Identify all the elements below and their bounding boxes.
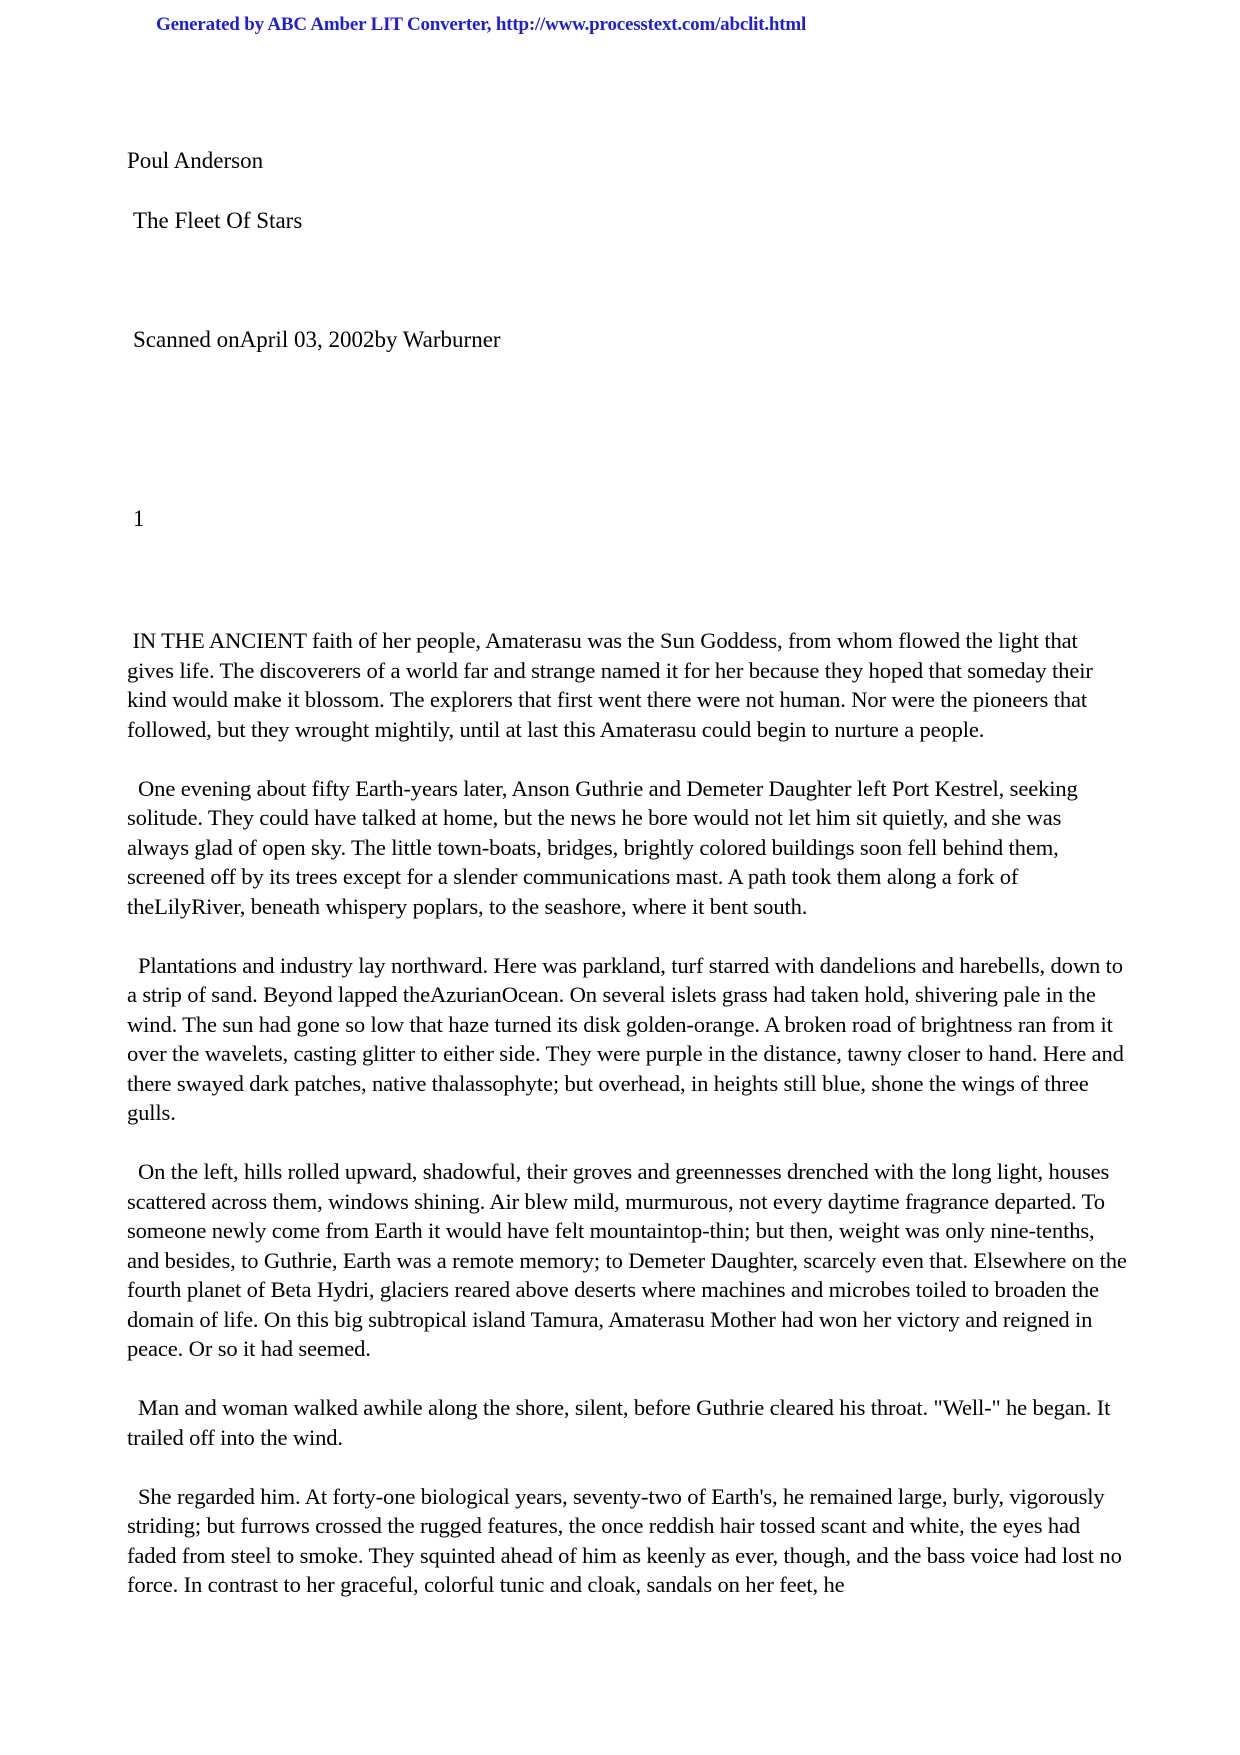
book-title: The Fleet Of Stars	[133, 208, 303, 233]
paragraph: Plantations and industry lay northward. Here was parkland, turf starred with dandelions and harebells, down to a strip of sand. Beyond lapped theAzurianOcean. On several islets grass had taken hold, shivering pale in the wind. The sun had gone so low that haze turned its disk golden-orange. A broken road of brightness ran from it over the wavelets, casting glitter to either side. They were purple in the distance, tawny closer to hand. Here and there swayed dark patches, native thalassophyte; but overhead, in heights still blue, shone the wings of three gulls.	[127, 952, 1130, 1125]
paragraph: One evening about fifty Earth-years later, Anson Guthrie and Demeter Daughter left Port Kestrel, seeking solitude. They could have talked at home, but the news he bore would not let him sit quietly, and she was always glad of open sky. The little town-boats, bridges, brightly colored buildings soon fell behind them, screened off by its trees except for a slender communications mast. A path took them along a fork of theLilyRiver, beneath whispery poplars, to the seashore, where it bent south.	[127, 775, 1084, 919]
chapter-body	[127, 626, 1133, 1629]
converter-header-link[interactable]: Generated by ABC Amber LIT Converter, http://www.processtext.com/abclit.html	[156, 14, 807, 35]
chapter-number: 1	[133, 506, 145, 531]
paragraph: She regarded him. At forty-one biological years, seventy-two of Earth's, he remained large, burly, vigorously striding; but furrows crossed the rugged features, the once reddish hair tossed scant and white, the eyes had faded from steel to smoke. They squinted ahead of him as keenly as ever, though, and the bass voice had lost no force. In contrast to her graceful, colorful tunic and cloak, sandals on her feet, he	[127, 1483, 1128, 1597]
author-name: Poul Anderson	[127, 148, 264, 173]
scan-credit: Scanned onApril 03, 2002by Warburner	[133, 327, 501, 352]
paragraph: IN THE ANCIENT faith of her people, Amaterasu was the Sun Goddess, from whom flowed the light that gives life. The discoverers of a world far and strange named it for her because they hoped that someday their kind would make it blossom. The explorers that first went there were not human. Nor were the pioneers that followed, but they wrought mightily, until at last this Amaterasu could begin to nurture a people.	[127, 628, 1099, 742]
paragraph: Man and woman walked awhile along the shore, silent, before Guthrie cleared his throat. "Well-" he began. It trailed off into the wind.	[127, 1395, 1116, 1450]
paragraph: On the left, hills rolled upward, shadowful, their groves and greennesses drenched with the long light, houses scattered across them, windows shining. Air blew mild, murmurous, not every daytime fragrance departed. To someone newly come from Earth it would have felt mountaintop-thin; but then, weight was only nine-tenths, and besides, to Guthrie, Earth was a remote memory; to Demeter Daughter, scarcely even that. Elsewhere on the fourth planet of Beta Hydri, glaciers reared above deserts where machines and microbes toiled to broaden the domain of life. On this big subtropical island Tamura, Amaterasu Mother had won her victory and reigned in peace. Or so it had seemed.	[127, 1159, 1133, 1361]
